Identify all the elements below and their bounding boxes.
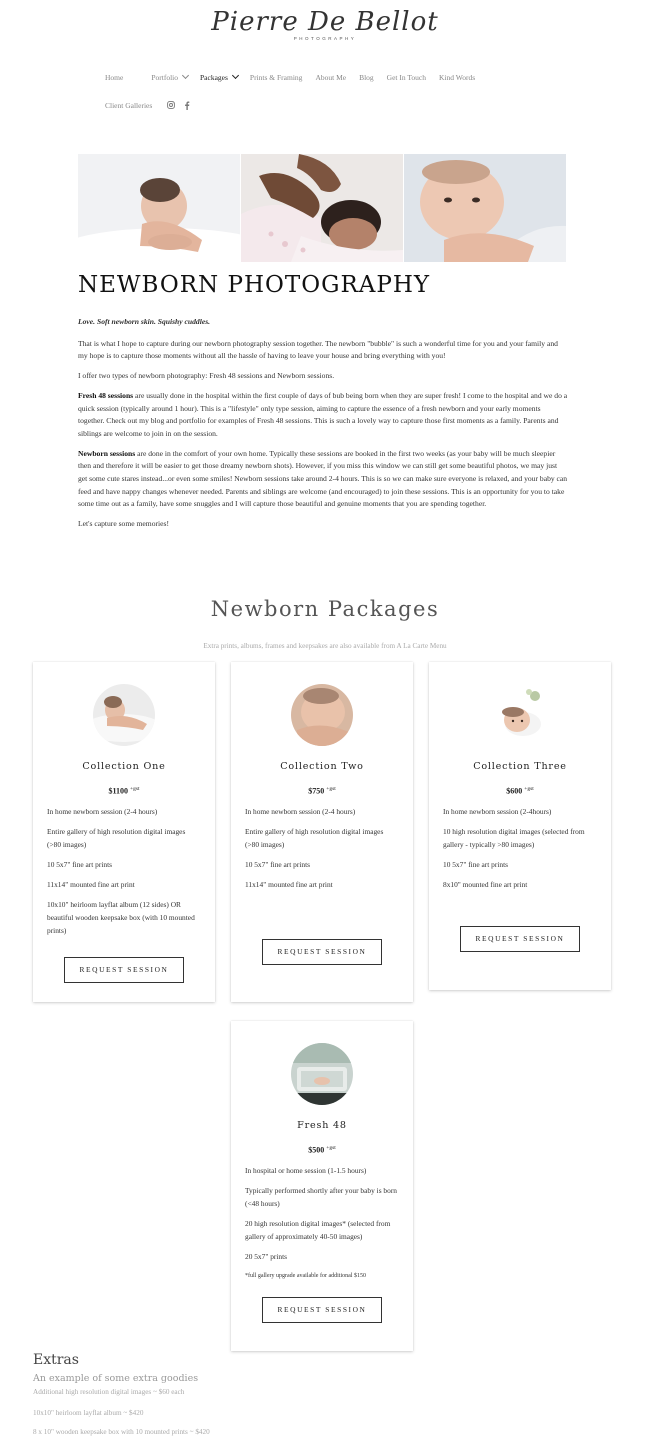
package-card-collection-three: [429, 662, 611, 990]
nav-label: Prints & Framing: [249, 72, 303, 82]
extras-item: Additional high resolution digital images ~ $60 each: [33, 1388, 185, 1396]
chevron-down-icon: [232, 72, 239, 79]
nav-label: Portfolio: [151, 72, 179, 82]
nav-item-about-me[interactable]: [315, 73, 346, 82]
package-features: [245, 805, 399, 891]
package-features: [47, 805, 201, 937]
price-value: $500: [308, 1145, 325, 1155]
closing-paragraph: Let's capture some memories!: [78, 519, 169, 529]
package-features: [245, 1164, 399, 1283]
request-session-button[interactable]: REQUEST SESSION: [64, 957, 184, 983]
package-name: Collection One: [82, 761, 166, 772]
chevron-down-icon: [182, 72, 189, 79]
nav-label: Client Galleries: [105, 100, 153, 110]
facebook-icon[interactable]: [182, 100, 192, 110]
logo-subtitle: PHOTOGRAPHY: [293, 36, 357, 41]
hero-image-strip: [78, 154, 566, 262]
list-item: In home newborn session (2-4 hours): [47, 806, 158, 816]
extras-title: Extras: [33, 1352, 79, 1368]
newborn-lead: Newborn sessions: [78, 448, 136, 458]
newborn-text: are done in the comfort of your own home. Typically these sessions are booked in the first two weeks (as your baby will be much sleepier then and therefore it will be easier to get those dreamy newborn shots). However, if you miss this window we can still get some beautiful photos, we may just get some cute stares instead...or even some smiles! Newborn sessions take around 2-4 hours. This is so we can make sure everyone is relaxed, and your baby can feed and have nappy changes whenever needed. Parents and siblings are welcome (and encouraged) to join these sessions. This is an opportunity for you to take some time out as a family, have some snuggles and I will capture those beautiful and genuine moments that you are spending together.: [78, 448, 568, 509]
list-item: 10 5x7" fine art prints: [47, 859, 113, 869]
package-photo: [291, 684, 353, 746]
logo-script: Pierre De Bellot: [211, 7, 439, 37]
list-item: Typically performed shortly after your baby is born (<48 hours): [245, 1185, 397, 1208]
list-item: 10 high resolution digital images (selected from gallery - typically >80 images): [443, 826, 585, 849]
list-item: In home newborn session (2-4 hours): [245, 806, 356, 816]
package-photo: [489, 684, 551, 746]
list-item: 10 5x7" fine art prints: [443, 859, 509, 869]
package-features: [443, 805, 597, 891]
nav-label: Home: [105, 72, 124, 82]
request-session-button[interactable]: REQUEST SESSION: [262, 1297, 382, 1323]
price-value: $1100: [108, 786, 129, 796]
nav-row-secondary: [105, 98, 525, 112]
package-card-collection-two: [231, 662, 413, 1002]
nav-row-primary: [105, 70, 525, 84]
nav-label: About Me: [315, 72, 347, 82]
nav-label: Kind Words: [438, 72, 476, 82]
hero-image-parent-hands: [241, 154, 403, 262]
package-name: Collection Two: [280, 761, 364, 772]
package-name: Fresh 48: [297, 1120, 347, 1131]
package-price: [245, 786, 399, 796]
gst-label: +gst: [524, 786, 534, 792]
package-photo: [291, 1043, 353, 1105]
price-value: $600: [506, 786, 523, 796]
list-item: 10x10" heirloom layflat album (12 sides) OR beautiful wooden keepsake box (with 10 mounted prints): [47, 899, 195, 935]
intro-paragraph: I offer two types of newborn photography: Fresh 48 sessions and Newborn sessions.: [78, 371, 335, 381]
gst-label: +gst: [326, 1145, 336, 1151]
package-price: [443, 786, 597, 796]
list-item: 8x10" mounted fine art print: [443, 879, 528, 889]
intro-tagline: Love. Soft newborn skin. Squishy cuddles.: [78, 317, 211, 326]
gst-label: +gst: [326, 786, 336, 792]
list-item: 20 5x7" prints: [245, 1251, 288, 1261]
nav-item-prints-framing[interactable]: [250, 73, 303, 82]
list-item: In hospital or home session (1-1.5 hours): [245, 1165, 367, 1175]
hero-image-sleeping-newborn: [78, 154, 240, 262]
intro-paragraph: That is what I hope to capture during our newborn photography session together. The newborn "bubble" is such a wonderful time for you and your family and my hope is to capture those moments without all the hassle of having to leave your house and bring everything with you!: [78, 338, 558, 361]
intro-content: [78, 316, 568, 538]
package-photo: [93, 684, 155, 746]
list-item: 10 5x7" fine art prints: [245, 859, 311, 869]
fresh48-lead: Fresh 48 sessions: [78, 390, 134, 400]
list-item: 11x14" mounted fine art print: [47, 879, 135, 889]
page-title: NEWBORN PHOTOGRAPHY: [78, 272, 431, 298]
list-item: Entire gallery of high resolution digital images (>80 images): [245, 826, 384, 849]
nav-label: Packages: [200, 72, 228, 82]
nav-item-get-in-touch[interactable]: [387, 73, 426, 82]
nav-item-home[interactable]: [105, 73, 123, 82]
package-name: Collection Three: [473, 761, 567, 772]
package-card-collection-one: [33, 662, 215, 1002]
extras-item: 8 x 10" wooden keepsake box with 10 mounted prints ~ $420: [33, 1428, 210, 1436]
nav-item-portfolio[interactable]: [151, 73, 188, 82]
package-price: [245, 1145, 399, 1155]
nav-item-packages[interactable]: [200, 73, 238, 82]
price-value: $750: [308, 786, 325, 796]
list-item: 20 high resolution digital images* (selected from gallery of approximately 40-50 images): [245, 1218, 391, 1241]
nav-label: Blog: [359, 72, 374, 82]
nav-label: Get In Touch: [386, 72, 426, 82]
package-card-fresh-48: [231, 1021, 413, 1351]
fresh48-text: are usually done in the hospital within the first couple of days of bub being born when they are super fresh! I come to the hospital and we do a quick session (typically around 1 hour). This is a "lifestyle" only type session, aiming to capture the essence of a fresh newborn and your early moments together. Check out my blog and portfolio for examples of Fresh 48 sessions. This is such a lovely way to capture those first moments as a family. Parents and siblings are welcome to join in on the session.: [78, 390, 568, 438]
list-item: Entire gallery of high resolution digital images (>80 images): [47, 826, 186, 849]
site-logo[interactable]: [0, 4, 650, 41]
main-nav: [105, 70, 525, 112]
hero-image-awake-newborn: [404, 154, 566, 262]
package-price: [47, 786, 201, 796]
request-session-button[interactable]: REQUEST SESSION: [262, 939, 382, 965]
packages-subheading: Extra prints, albums, frames and keepsakes are also available from A La Carte Menu: [203, 642, 447, 650]
package-footnote: *full gallery upgrade available for additional $150: [245, 1272, 366, 1279]
request-session-button[interactable]: REQUEST SESSION: [460, 926, 580, 952]
extras-subtitle: An example of some extra goodies: [33, 1373, 199, 1384]
nav-item-kind-words[interactable]: [439, 73, 475, 82]
nav-item-client-galleries[interactable]: [105, 101, 152, 110]
gst-label: +gst: [130, 786, 140, 792]
instagram-icon[interactable]: [166, 100, 176, 110]
newborn-paragraph: [78, 448, 568, 512]
extras-item: 10x10" heirloom layflat album ~ $420: [33, 1409, 144, 1417]
list-item: 11x14" mounted fine art print: [245, 879, 333, 889]
nav-item-blog[interactable]: [359, 73, 374, 82]
fresh48-paragraph: [78, 390, 568, 441]
list-item: In home newborn session (2-4hours): [443, 806, 552, 816]
packages-heading: Newborn Packages: [210, 597, 440, 621]
